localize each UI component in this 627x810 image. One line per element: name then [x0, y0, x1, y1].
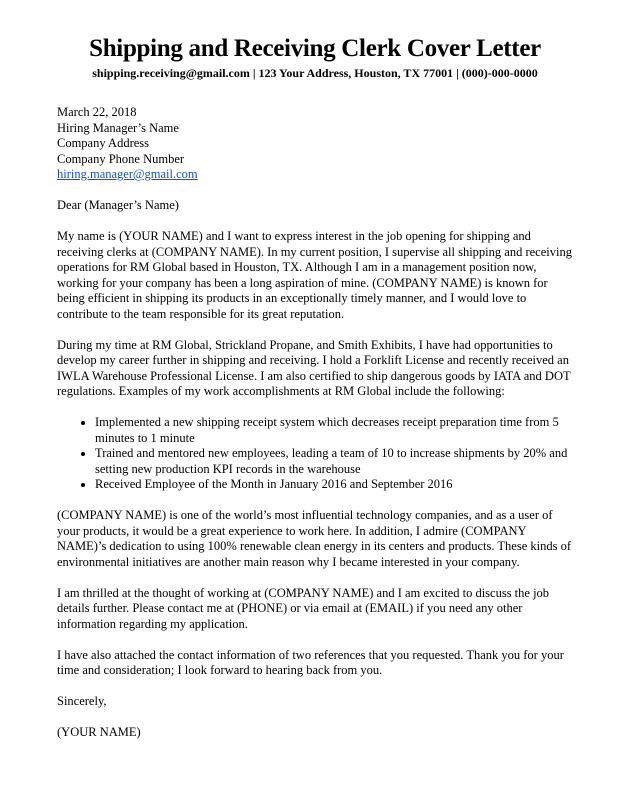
page-title: Shipping and Receiving Clerk Cover Letter — [89, 35, 541, 62]
signature-placeholder: (YOUR NAME) — [57, 725, 141, 739]
letter-date: March 22, 2018 — [57, 105, 137, 119]
experience-paragraph: During my time at RM Global, Strickland Propane, and Smith Exhibits, I have had opportunities to develop my career further in shipping and receiving. I hold a Forklift License and recently received an IWLA Warehouse Professional License. I am also certified to ship dangerous goods by IATA and DOT regulations. Examples of my work accomplishments at RM Global include the following: — [57, 337, 571, 398]
company-interest-paragraph: (COMPANY NAME) is one of the world’s most influential technology companies, and as a user of your products, it would be a great experience to work here. In addition, I admire (COMPANY NAME)’s dedication to using 100% renewable clean energy in its centers and products. These kinds of environmental initiatives are another main reason why I became interested in your company. — [57, 508, 571, 569]
accomplishment-item: • Received Employee of the Month in January 2016 and September 2016 — [95, 477, 573, 493]
references-paragraph: I have also attached the contact information of two references that you requested. Thank you for your time and consideration; I look forward to hearing back from you. — [57, 647, 564, 677]
salutation: Dear (Manager’s Name) — [57, 198, 179, 212]
signoff: Sincerely, — [57, 694, 107, 708]
recipient-block — [57, 105, 573, 183]
intro-paragraph: My name is (YOUR NAME) and I want to express interest in the job opening for shipping and receiving clerks at (COMPANY NAME). In my current position, I supervise all shipping and receiving operations for RM Global based in Houston, TX. Although I am in a management position now, working for your company has been a long aspiration of mine. (COMPANY NAME) is known for being efficient in shipping its products in an exceptionally timely manner, and I would love to contribute to the team responsible for its great reputation. — [57, 229, 572, 321]
recipient-address: Company Address — [57, 136, 150, 150]
accomplishment-item: • Trained and mentored new employees, leading a team of 10 to increase shipments by 20% and setting new production KPI records in the warehouse — [95, 446, 573, 477]
contact-info-line: shipping.receiving@gmail.com | 123 Your Address, Houston, TX 77001 | (000)-000-0000 — [92, 66, 538, 80]
recipient-email-link[interactable]: hiring.manager@gmail.com — [57, 167, 198, 181]
accomplishment-item: • Implemented a new shipping receipt system which decreases receipt preparation time from 5 minutes to 1 minute — [95, 415, 573, 446]
recipient-email-line — [57, 167, 573, 183]
recipient-phone: Company Phone Number — [57, 151, 185, 166]
call-to-action-paragraph: I am thrilled at the thought of working at (COMPANY NAME) and I am excited to discuss the job details further. Please contact me at (PHONE) or via email at (EMAIL) if you need any other information regarding my application. — [57, 585, 550, 631]
document-header — [57, 34, 573, 81]
accomplishments-list — [57, 415, 573, 493]
recipient-name: Hiring Manager’s Name — [57, 120, 179, 135]
